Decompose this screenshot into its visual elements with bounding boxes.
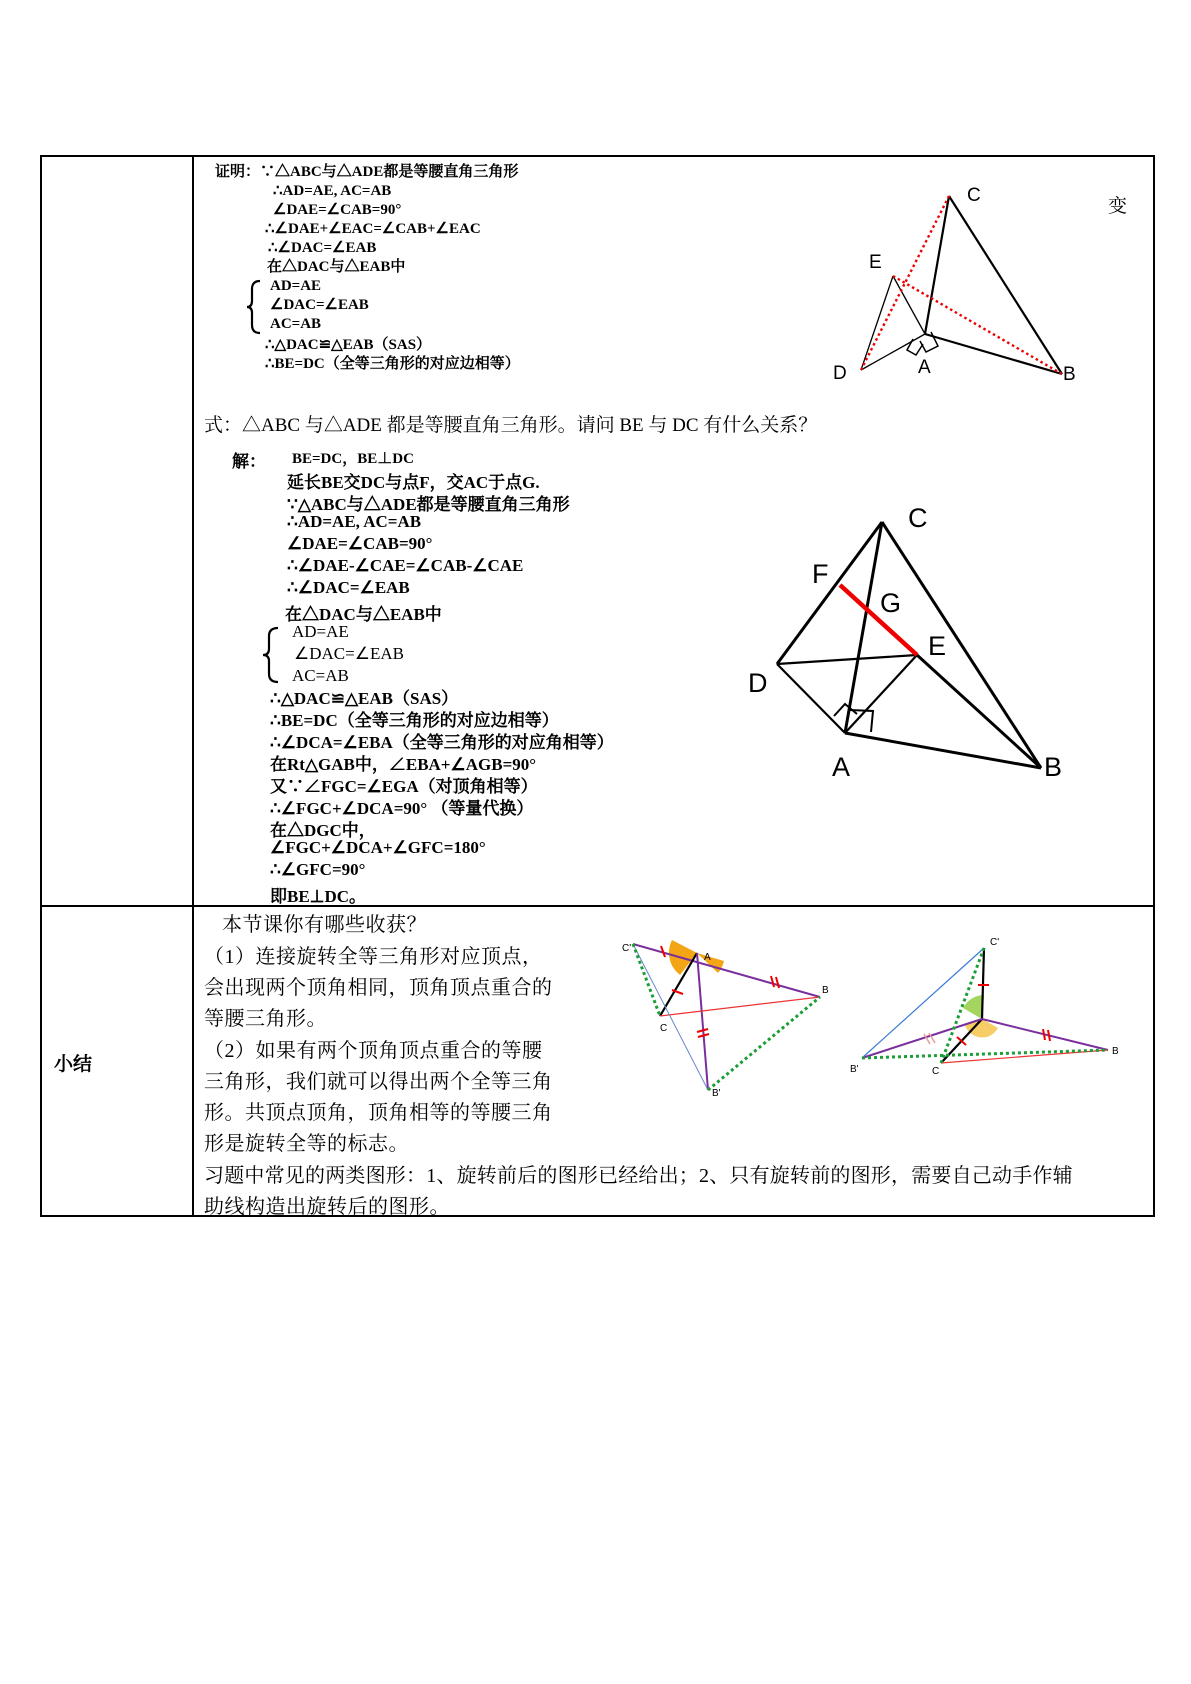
- fig2-label-F: F: [812, 559, 829, 589]
- fig2-label-C: C: [908, 503, 928, 533]
- summary-label: 小结: [54, 1052, 93, 1075]
- proof1-line: ∠DAE=∠CAB=90°: [273, 202, 402, 218]
- fig4-label-B: B: [1112, 1046, 1119, 1057]
- summary-line: （2）如果有两个顶角顶点重合的等腰: [204, 1040, 543, 1062]
- proof2-line: 延长BE交DC与点F，交AC于点G.: [287, 473, 540, 492]
- proof2-line: ∴△DAC≌△EAB（SAS）: [270, 689, 459, 708]
- proof2-line: ∴AD=AE, AC=AB: [287, 512, 422, 531]
- fig4-label-C: C: [932, 1066, 940, 1077]
- fig2-label-A: A: [832, 752, 851, 782]
- proof2-line: BE=DC，BE⊥DC: [292, 451, 414, 467]
- proof2-line: AC=AB: [292, 666, 349, 685]
- proof2-line: 在△DGC中，: [270, 821, 376, 840]
- proof2-line: AD=AE: [292, 622, 349, 641]
- summary-line: 形。共顶点顶角，顶角相等的等腰三角: [204, 1102, 553, 1124]
- summary-line: 助线构造出旋转后的图形。: [204, 1196, 450, 1218]
- fig3-label-A: A: [704, 952, 711, 963]
- proof1-line: ∴△DAC≌△EAB（SAS）: [265, 337, 432, 353]
- proof2-line: 即BE⊥DC。: [270, 887, 367, 906]
- fig4-label-B1: B': [850, 1064, 859, 1075]
- fig2-label-B: B: [1044, 752, 1063, 782]
- proof1-line: 在△DAC与△EAB中: [267, 259, 406, 275]
- proof2-line: ∴BE=DC（全等三角形的对应边相等）: [270, 711, 559, 730]
- proof2-line: ∠DAC=∠EAB: [294, 644, 404, 663]
- proof2-line: ∴∠DCA=∠EBA（全等三角形的对应角相等）: [270, 733, 614, 752]
- side-character: 变: [1108, 195, 1128, 217]
- proof2-line: ∠FGC+∠DCA+∠GFC=180°: [270, 838, 486, 857]
- proof2-line: 在Rt△GAB中，∠EBA+∠AGB=90°: [270, 755, 537, 774]
- proof1-line: ∴∠DAC=∠EAB: [268, 240, 377, 256]
- question-text: 式：△ABC 与△ADE 都是等腰直角三角形。请问 BE 与 DC 有什么关系？: [204, 415, 818, 436]
- proof2-line: ∵△ABC与△ADE都是等腰直角三角形: [287, 495, 570, 514]
- fig2-label-D: D: [748, 668, 768, 698]
- proof2-line: 在△DAC与△EAB中: [285, 605, 442, 624]
- fig2-label-G: G: [880, 588, 902, 618]
- summary-line: 会出现两个顶角相同，顶角顶点重合的: [204, 977, 553, 999]
- summary-line: 三角形，我们就可以得出两个全等三角: [204, 1071, 553, 1093]
- proof1-line: ∴∠DAE+∠EAC=∠CAB+∠EAC: [265, 221, 481, 237]
- fig1-label-E: E: [869, 252, 882, 273]
- summary-line: （1）连接旋转全等三角形对应顶点，: [204, 946, 543, 968]
- proof2-line: 解：: [232, 452, 266, 471]
- proof1-line: 证明：∵△ABC与△ADE都是等腰直角三角形: [215, 164, 519, 180]
- proof1-line: ∴BE=DC（全等三角形的对应边相等）: [265, 356, 520, 372]
- fig2-label-E: E: [928, 631, 947, 661]
- fig3-label-C: C: [660, 1023, 668, 1034]
- proof1-line: AD=AE: [270, 278, 322, 294]
- fig3-label-C1: C': [622, 943, 632, 954]
- proof2-line: 又∵∠FGC=∠EGA（对顶角相等）: [270, 777, 538, 796]
- proof2-line: ∠DAE=∠CAB=90°: [287, 534, 433, 553]
- fig4-label-C1: C': [990, 937, 1000, 948]
- fig1-label-D: D: [833, 363, 847, 384]
- proof1-line: AC=AB: [270, 316, 322, 332]
- fig3-label-B1: B': [712, 1088, 721, 1099]
- fig3-label-B: B: [822, 985, 829, 996]
- summary-line: 本节课你有哪些收获？: [222, 914, 427, 936]
- proof2-line: ∴∠GFC=90°: [270, 860, 366, 879]
- summary-line: 等腰三角形。: [204, 1008, 327, 1030]
- proof2-line: ∴∠DAC=∠EAB: [287, 578, 410, 597]
- proof2-line: ∴∠DAE-∠CAE=∠CAB-∠CAE: [287, 556, 524, 575]
- summary-line: 习题中常见的两类图形：1、旋转前后的图形已经给出；2、只有旋转前的图形，需要自己动手作辅: [204, 1165, 1073, 1187]
- proof1-line: ∴AD=AE, AC=AB: [273, 183, 392, 199]
- fig1-label-A: A: [918, 357, 931, 378]
- proof2-line: ∴∠FGC+∠DCA=90° （等量代换）: [270, 799, 534, 818]
- proof1-line: ∠DAC=∠EAB: [270, 297, 369, 313]
- fig1-label-B: B: [1063, 364, 1076, 385]
- summary-line: 形是旋转全等的标志。: [204, 1133, 409, 1155]
- fig1-label-C: C: [967, 185, 981, 206]
